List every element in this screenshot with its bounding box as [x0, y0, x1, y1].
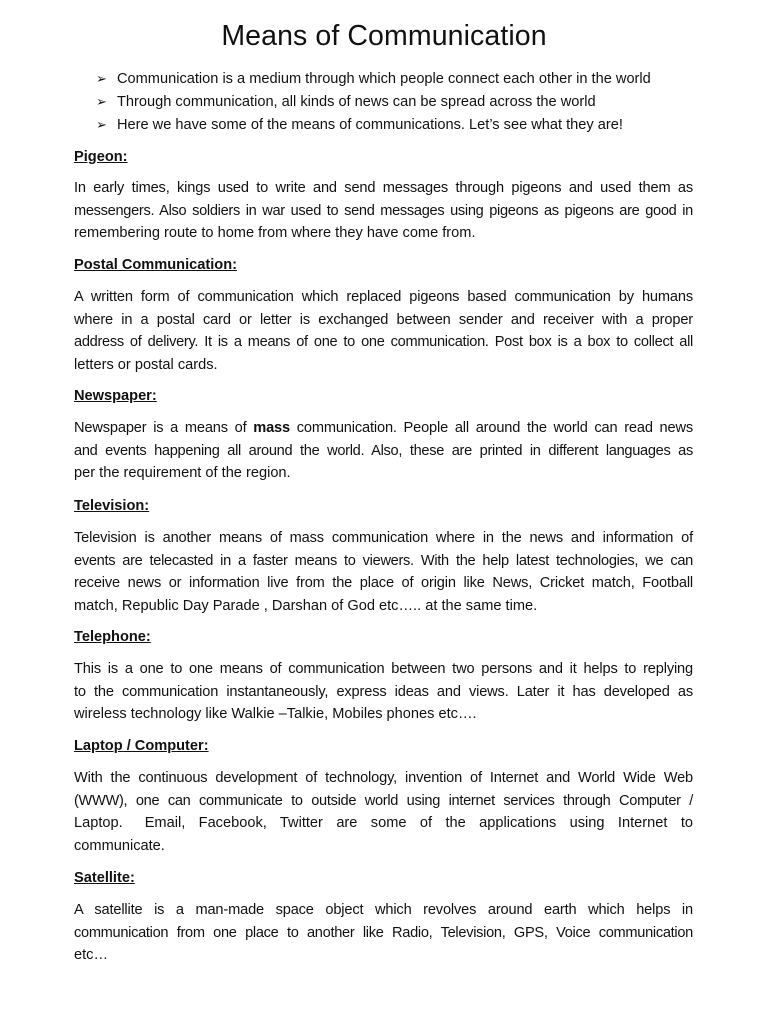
- text-line: per the requirement of the region.: [74, 465, 291, 482]
- section-heading-television: Television:: [74, 498, 150, 514]
- text-line: to the communication instantaneously, express ideas and views. Later it has developed as: [74, 683, 693, 700]
- text-line: communication from one place to another like Radio, Television, GPS, Voice communication: [74, 924, 693, 941]
- text-line: Laptop. Email, Facebook, Twitter are some of the applications using Internet to: [74, 815, 693, 832]
- text-line: remembering route to home from where they have come from.: [74, 225, 476, 242]
- section-text-computer: [74, 767, 693, 857]
- section-text-pigeon: [74, 177, 693, 245]
- text-line: events are telecasted in a faster means to viewers. With the help latest technologies, we can: [74, 552, 693, 569]
- arrow-bullet-icon: ➢: [96, 93, 107, 109]
- text-line: A satellite is a man-made space object which revolves around earth which helps in: [74, 902, 693, 918]
- text-line: and events happening all around the world. Also, these are printed in different languages as: [74, 442, 693, 459]
- emphasis-text: mass: [253, 420, 290, 436]
- text-line: letters or postal cards.: [74, 356, 218, 373]
- intro-bullet-list: [96, 68, 651, 136]
- section-text-telephone: [74, 658, 693, 726]
- text-line: receive news or information live from the place of origin like News, Cricket match, Football: [74, 575, 693, 592]
- section-text-newspaper: [74, 417, 693, 485]
- text-line: (WWW), one can communicate to outside world using internet services through Computer /: [74, 792, 693, 809]
- arrow-bullet-icon: ➢: [96, 116, 107, 132]
- section-heading-computer: Laptop / Computer:: [74, 738, 209, 754]
- section-heading-pigeon: Pigeon:: [74, 149, 128, 165]
- arrow-bullet-icon: ➢: [96, 71, 107, 86]
- section-text-television: [74, 527, 693, 617]
- text-line: This is a one to one means of communication between two persons and it helps to replying: [74, 661, 693, 677]
- section-text-satellite: [74, 899, 693, 967]
- text-line: Newspaper is a means of mass communication. People all around the world can read news: [74, 420, 694, 436]
- section-heading-telephone: Telephone:: [74, 629, 151, 645]
- text-line: With the continuous development of technology, invention of Internet and World Wide Web: [74, 770, 693, 786]
- text-line: Television is another means of mass communication where in the news and information of: [74, 530, 693, 546]
- intro-bullet: ➢ Through communication, all kinds of news can be spread across the world: [96, 91, 651, 114]
- text-line: match, Republic Day Parade , Darshan of God etc….. at the same time.: [74, 597, 538, 614]
- intro-bullet: ➢ Communication is a medium through which people connect each other in the world: [96, 68, 651, 91]
- text-line: address of delivery. It is a means of one to one communication. Post box is a box to collect all: [74, 334, 693, 351]
- text-line: In early times, kings used to write and send messages through pigeons and used them as: [74, 180, 693, 196]
- page-title: Means of Communication: [221, 20, 547, 52]
- intro-bullet: ➢ Here we have some of the means of communications. Let’s see what they are!: [96, 114, 651, 137]
- text-line: communicate.: [74, 837, 165, 854]
- text-line: etc…: [74, 947, 109, 964]
- text-line: where in a postal card or letter is exchanged between sender and receiver with a proper: [74, 311, 693, 328]
- text-line: wireless technology like Walkie –Talkie, Mobiles phones etc….: [74, 706, 477, 723]
- section-heading-newspaper: Newspaper:: [74, 388, 157, 404]
- section-heading-postal: Postal Communication:: [74, 257, 237, 273]
- section-heading-satellite: Satellite:: [74, 870, 135, 886]
- text-line: messengers. Also soldiers in war used to send messages using pigeons as pigeons are good in: [74, 202, 693, 219]
- text-line: A written form of communication which replaced pigeons based communication by humans: [74, 289, 693, 305]
- section-text-postal: [74, 286, 693, 376]
